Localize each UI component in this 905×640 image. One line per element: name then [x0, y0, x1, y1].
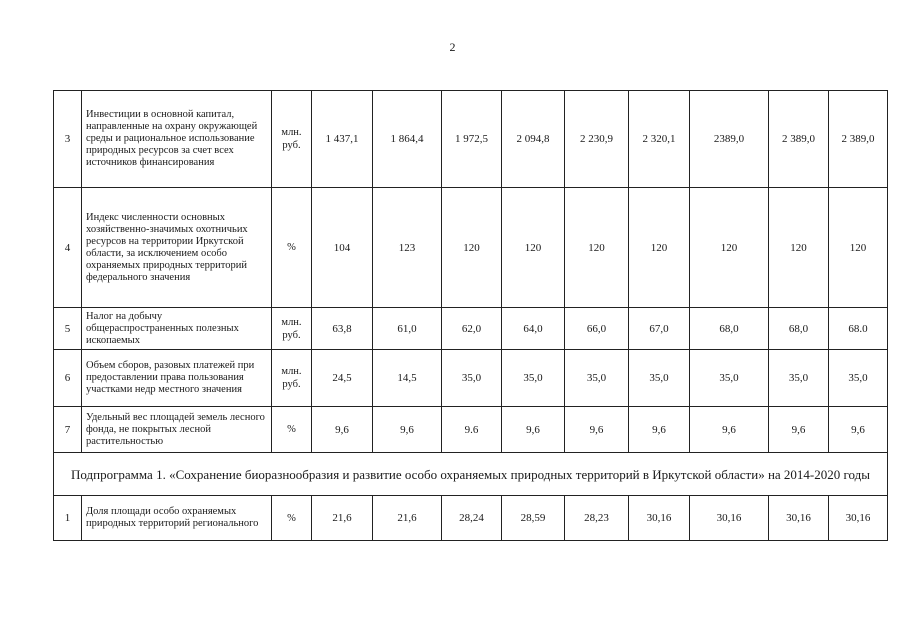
value-cell: 9,6: [690, 407, 769, 453]
table-row: [54, 308, 888, 350]
indicators-table: [53, 90, 888, 541]
value-cell: 14,5: [373, 350, 442, 407]
value-cell: 35,0: [565, 350, 629, 407]
value-cell: 30,16: [629, 496, 690, 541]
value-cell: 120: [629, 188, 690, 308]
value-cell: 67,0: [629, 308, 690, 350]
value-cell: 1 972,5: [442, 91, 502, 188]
value-cell: 68,0: [690, 308, 769, 350]
unit-cell: %: [272, 496, 312, 541]
value-cell: 35,0: [829, 350, 888, 407]
value-cell: 30,16: [829, 496, 888, 541]
value-cell: 30,16: [690, 496, 769, 541]
table-row: [54, 496, 888, 541]
row-number: 6: [54, 350, 82, 407]
value-cell: 120: [502, 188, 565, 308]
table-row: [54, 91, 888, 188]
value-cell: 35,0: [442, 350, 502, 407]
value-cell: 120: [565, 188, 629, 308]
value-cell: 21,6: [373, 496, 442, 541]
subprogram-row: [54, 453, 888, 496]
value-cell: 62,0: [442, 308, 502, 350]
value-cell: 63,8: [312, 308, 373, 350]
value-cell: 35,0: [629, 350, 690, 407]
indicator-name: Удельный вес площадей земель лесного фонда, не покрытых лесной растительностью: [82, 407, 272, 453]
value-cell: 28,24: [442, 496, 502, 541]
value-cell: 28,59: [502, 496, 565, 541]
row-number: 7: [54, 407, 82, 453]
table-row: [54, 407, 888, 453]
indicator-name: Доля площади особо охраняемых природных территорий регионального: [82, 496, 272, 541]
unit-cell: млн. руб.: [272, 91, 312, 188]
value-cell: 9,6: [312, 407, 373, 453]
value-cell: 35,0: [769, 350, 829, 407]
value-cell: 104: [312, 188, 373, 308]
value-cell: 120: [769, 188, 829, 308]
value-cell: 123: [373, 188, 442, 308]
row-number: 4: [54, 188, 82, 308]
unit-cell: %: [272, 407, 312, 453]
value-cell: 68,0: [769, 308, 829, 350]
indicator-name: Индекс численности основных хозяйственно-значимых охотничьих ресурсов на территории Иркутской области, за исключением особо охраняемых природных территорий федерального значения: [82, 188, 272, 308]
row-number: 3: [54, 91, 82, 188]
value-cell: 61,0: [373, 308, 442, 350]
unit-cell: млн. руб.: [272, 350, 312, 407]
value-cell: 1 864,4: [373, 91, 442, 188]
value-cell: 2389,0: [690, 91, 769, 188]
value-cell: 2 320,1: [629, 91, 690, 188]
value-cell: 68.0: [829, 308, 888, 350]
value-cell: 66,0: [565, 308, 629, 350]
unit-cell: %: [272, 188, 312, 308]
value-cell: 2 094,8: [502, 91, 565, 188]
value-cell: 2 389,0: [769, 91, 829, 188]
value-cell: 9.6: [442, 407, 502, 453]
value-cell: 9,6: [769, 407, 829, 453]
subprogram-title: Подпрограмма 1. «Сохранение биоразнообразия и развитие особо охраняемых природных территорий в Иркутской области» на 2014-2020 годы: [54, 453, 888, 496]
value-cell: 9,6: [829, 407, 888, 453]
value-cell: 9,6: [373, 407, 442, 453]
value-cell: 120: [829, 188, 888, 308]
indicator-name: Налог на добычу общераспространенных полезных ископаемых: [82, 308, 272, 350]
value-cell: 120: [442, 188, 502, 308]
value-cell: 64,0: [502, 308, 565, 350]
value-cell: 9,6: [629, 407, 690, 453]
value-cell: 2 389,0: [829, 91, 888, 188]
table-row: [54, 188, 888, 308]
page-number: 2: [449, 40, 456, 54]
indicator-name: Инвестиции в основной капитал, направленные на охрану окружающей среды и рациональное использование природных ресурсов за счет всех источников финансирования: [82, 91, 272, 188]
value-cell: 24,5: [312, 350, 373, 407]
value-cell: 28,23: [565, 496, 629, 541]
indicator-name: Объем сборов, разовых платежей при предоставлении права пользования участками недр местного значения: [82, 350, 272, 407]
value-cell: 1 437,1: [312, 91, 373, 188]
unit-cell: млн. руб.: [272, 308, 312, 350]
value-cell: 120: [690, 188, 769, 308]
value-cell: 21,6: [312, 496, 373, 541]
value-cell: 30,16: [769, 496, 829, 541]
row-number: 1: [54, 496, 82, 541]
table-row: [54, 350, 888, 407]
value-cell: 35,0: [502, 350, 565, 407]
row-number: 5: [54, 308, 82, 350]
value-cell: 9,6: [565, 407, 629, 453]
value-cell: 9,6: [502, 407, 565, 453]
value-cell: 2 230,9: [565, 91, 629, 188]
table-body: [54, 91, 888, 541]
value-cell: 35,0: [690, 350, 769, 407]
